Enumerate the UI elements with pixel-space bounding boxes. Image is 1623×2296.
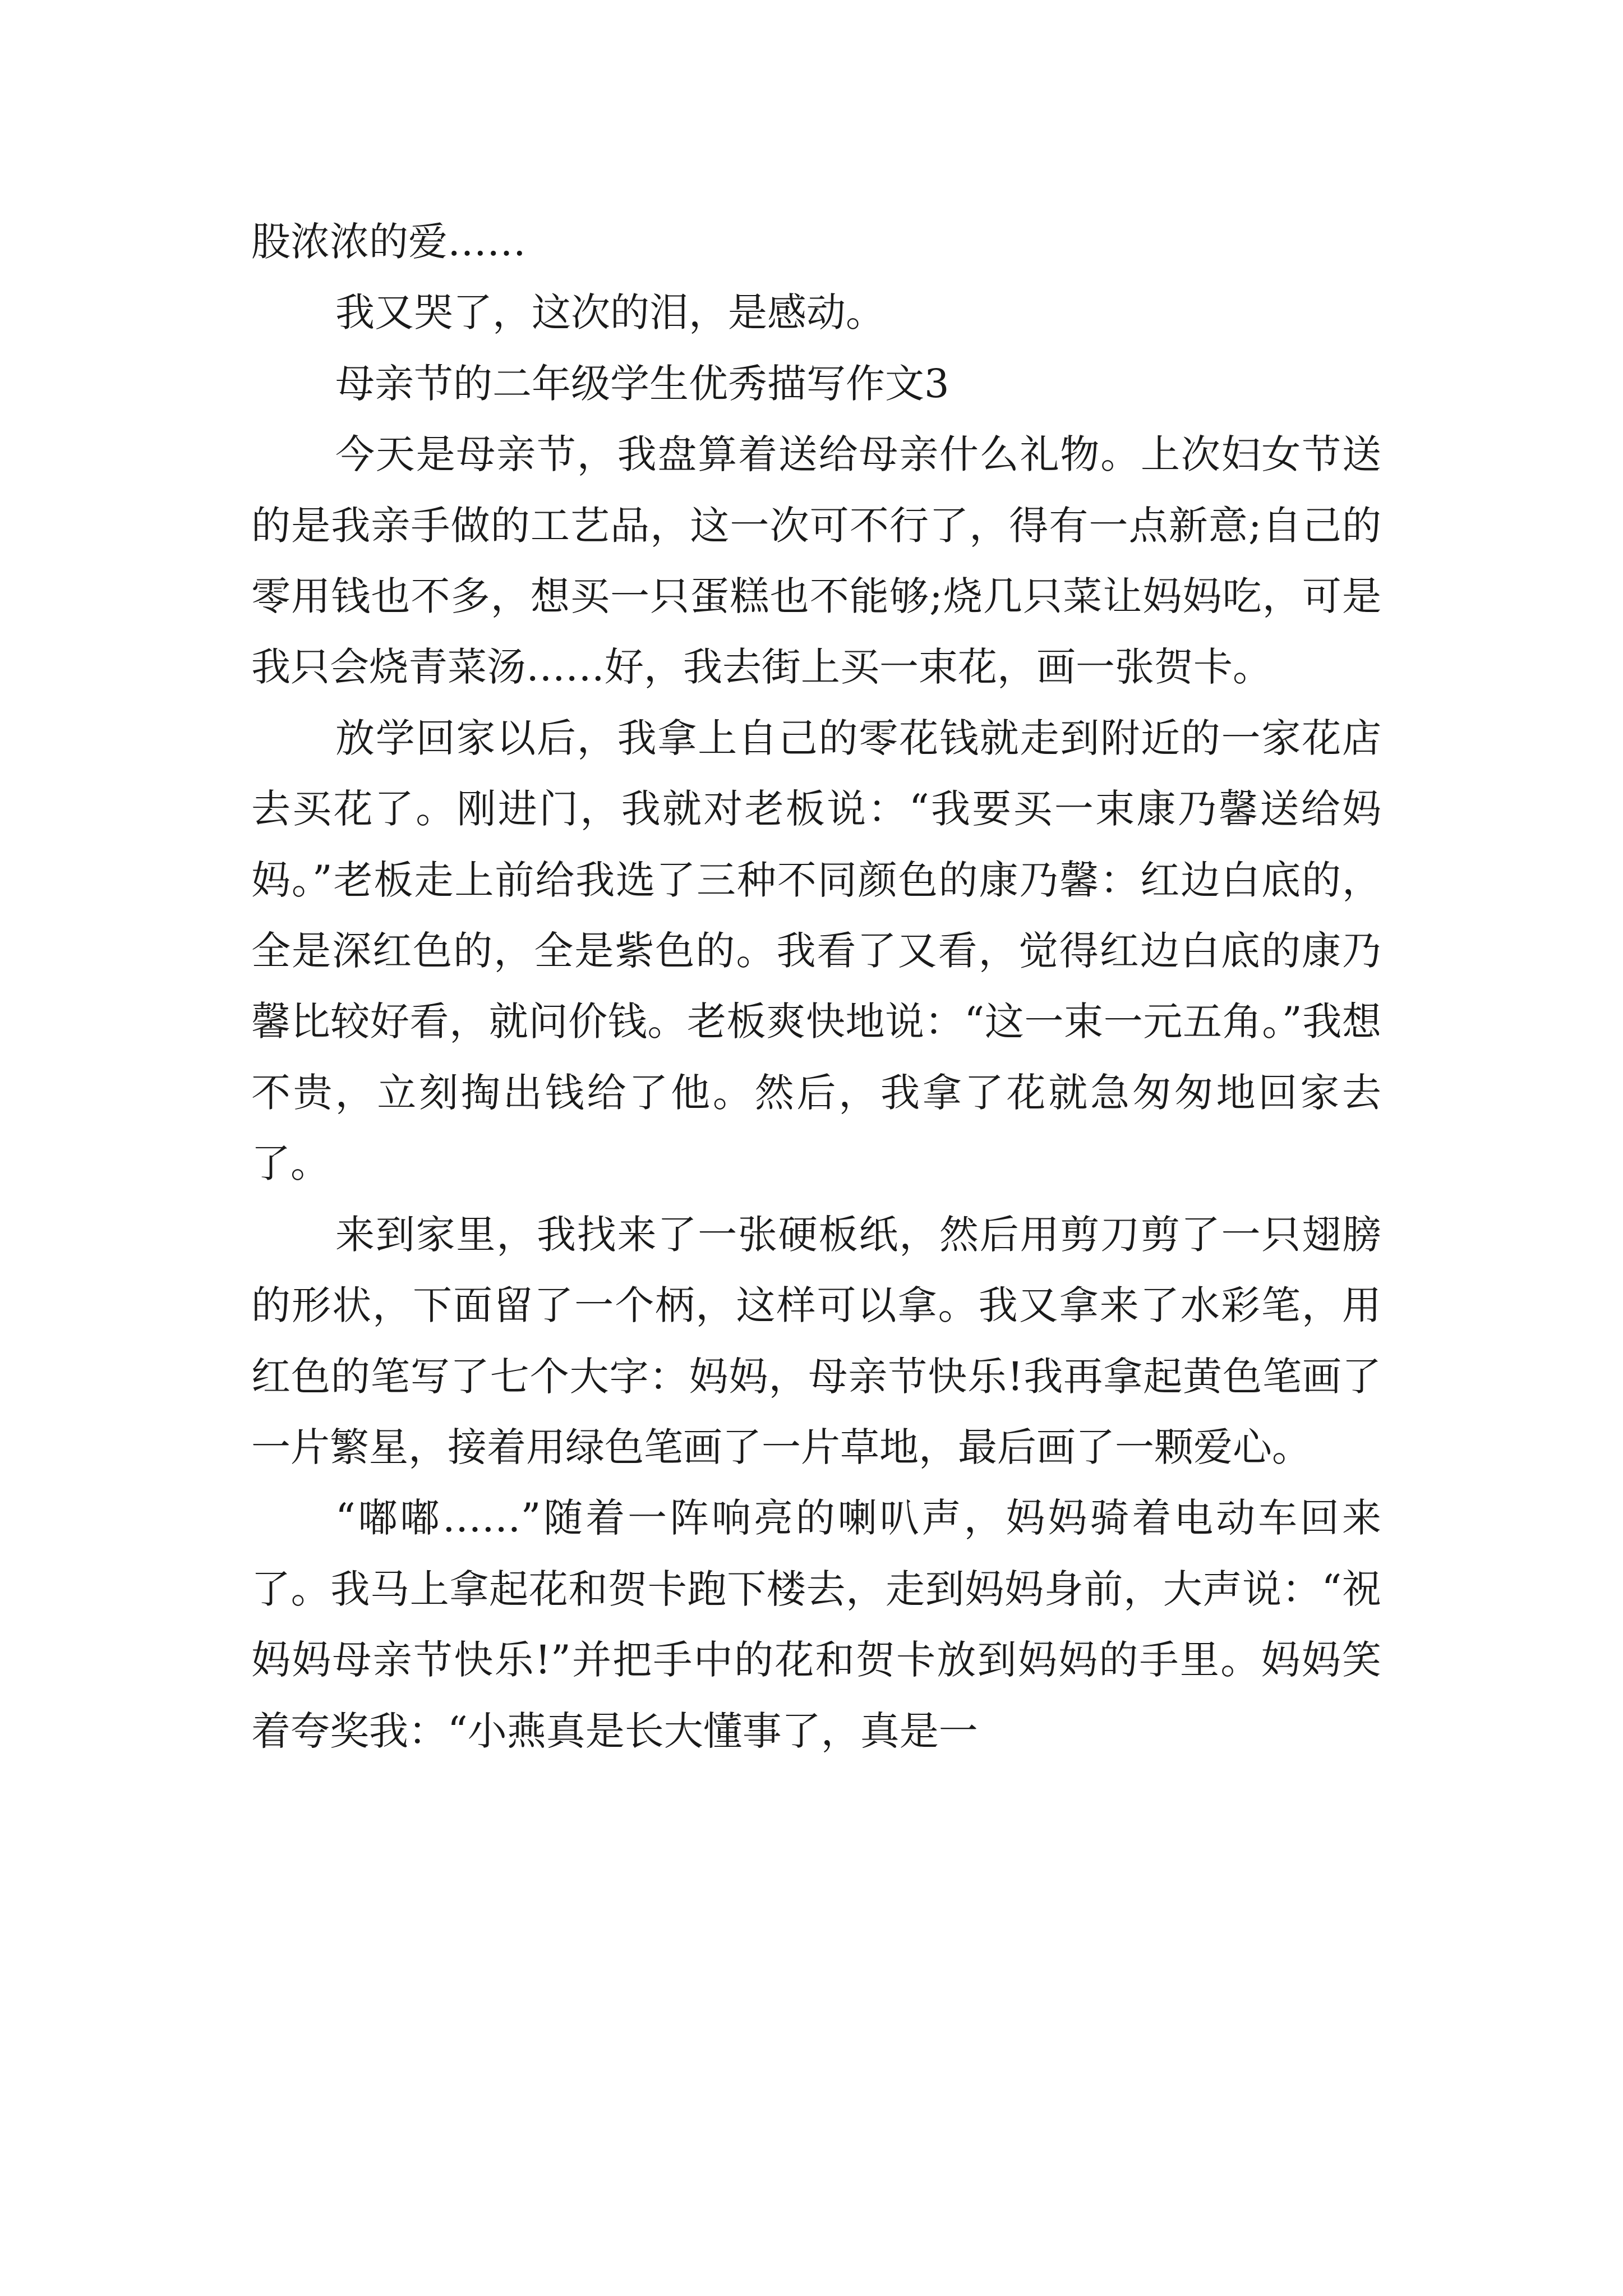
paragraph: “嘟嘟……”随着一阵响亮的喇叭声，妈妈骑着电动车回来了。我马上拿起花和贺卡跑下楼去，走到妈妈身前，大声说：“祝妈妈母亲节快乐!”并把手中的花和贺卡放到妈妈的手里。妈妈笑着夸奖我：“小燕真是长大懂事了，真是一 xyxy=(251,1495,1381,1754)
paragraph: 来到家里，我找来了一张硬板纸，然后用剪刀剪了一只翅膀的形状，下面留了一个柄，这样可以拿。我又拿来了水彩笔，用红色的笔写了七个大字：妈妈，母亲节快乐!我再拿起黄色笔画了一片繁星，接着用绿色笔画了一片草地，最后画了一颗爱心。 xyxy=(251,1211,1381,1470)
document-body xyxy=(251,206,1381,1766)
paragraph-continuation: 股浓浓的爱…… xyxy=(251,219,526,265)
paragraph: 我又哭了，这次的泪，是感动。 xyxy=(335,289,885,336)
paragraph: 放学回家以后，我拿上自己的零花钱就走到附近的一家花店去买花了。刚进门，我就对老板说：“我要买一束康乃馨送给妈妈。”老板走上前给我选了三种不同颜色的康乃馨：红边白底的，全是深红色的，全是紫色的。我看了又看，觉得红边白底的康乃馨比较好看，就问价钱。老板爽快地说：“这一束一元五角。”我想不贵，立刻掏出钱给了他。然后，我拿了花就急匆匆地回家去了。 xyxy=(251,715,1381,1187)
section-heading: 母亲节的二年级学生优秀描写作文3 xyxy=(335,360,949,407)
paragraph: 今天是母亲节，我盘算着送给母亲什么礼物。上次妇女节送的是我亲手做的工艺品，这一次可不行了，得有一点新意;自己的零用钱也不多，想买一只蛋糕也不能够;烧几只菜让妈妈吃，可是我只会烧青菜汤……好，我去街上买一束花，画一张贺卡。 xyxy=(251,431,1381,691)
